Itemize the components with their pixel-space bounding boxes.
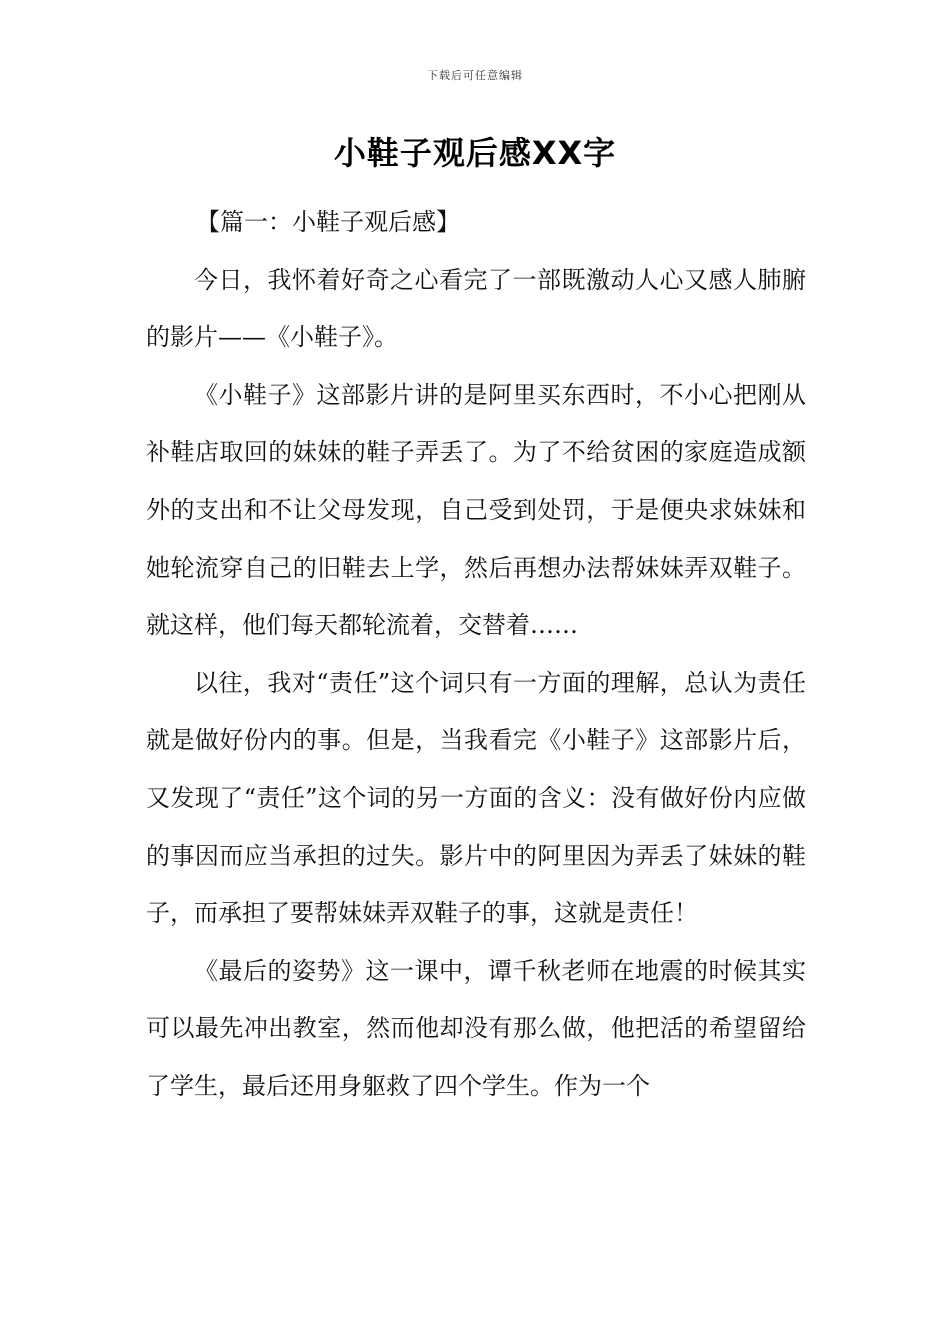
header-note: 下载后可任意编辑 xyxy=(427,69,523,82)
paragraph-1: 今日，我怀着好奇之心看完了一部既激动人心又感人肺腑的影片——《小鞋子》。 xyxy=(146,265,806,352)
paragraph-4: 《最后的姿势》这一课中，谭千秋老师在地震的时候其实可以最先冲出教室，然而他却没有那么做，他把活的希望留给了学生，最后还用身躯救了四个学生。作为一个 xyxy=(146,956,806,1100)
section-heading: 【篇一：小鞋子观后感】 xyxy=(196,208,460,236)
document-body xyxy=(146,194,806,1116)
document-title: 小鞋子观后感XX字 xyxy=(333,134,617,172)
paragraph-3: 以往，我对“责任”这个词只有一方面的理解，总认为责任就是做好份内的事。但是，当我看完《小鞋子》这部影片后，又发现了“责任”这个词的另一方面的含义：没有做好份内应做的事因而应当承担的过失。影片中的阿里因为弄丢了妹妹的鞋子，而承担了要帮妹妹弄双鞋子的事，这就是责任！ xyxy=(146,668,806,928)
paragraph-2: 《小鞋子》这部影片讲的是阿里买东西时，不小心把刚从补鞋店取回的妹妹的鞋子弄丢了。为了不给贫困的家庭造成额外的支出和不让父母发现，自己受到处罚，于是便央求妹妹和她轮流穿自己的旧鞋去上学，然后再想办法帮妹妹弄双鞋子。就这样，他们每天都轮流着，交替着…… xyxy=(146,380,806,640)
